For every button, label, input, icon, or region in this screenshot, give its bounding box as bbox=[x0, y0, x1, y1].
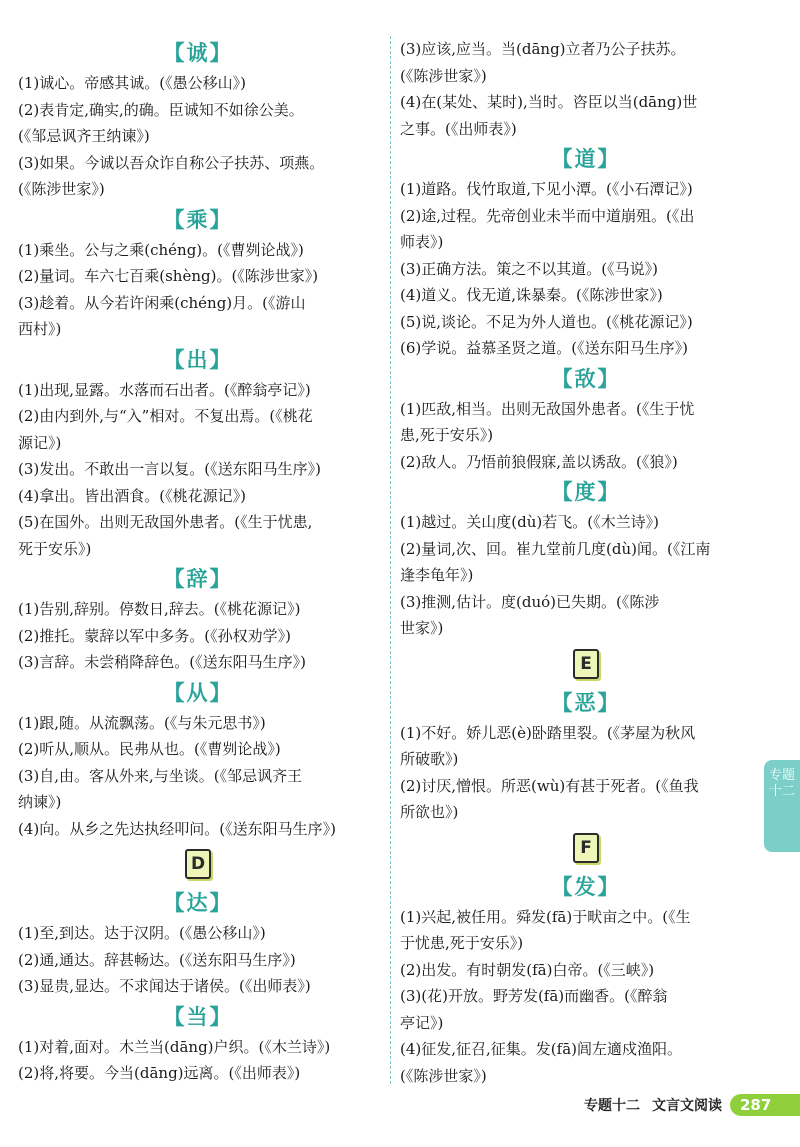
definition-line: (2)出发。有时朝发(fā)白帝。(《三峡》) bbox=[400, 960, 655, 979]
definition-line: (4)拿出。皆出酒食。(《桃花源记》) bbox=[18, 486, 246, 505]
entry-heading: 【度】 bbox=[551, 480, 621, 504]
definition-line: (2)推托。蒙辞以军中多务。(《孙权劝学》) bbox=[18, 626, 291, 645]
definition-line: (2)量词,次、回。崔九堂前几度(dù)闻。(《江南 bbox=[400, 539, 711, 558]
definition-line: (2)途,过程。先帝创业未半而中道崩殂。(《出 bbox=[400, 206, 695, 225]
definition-line: (1)匹敌,相当。出则无敌国外患者。(《生于忧 bbox=[400, 399, 695, 418]
definition-line: (3)言辞。未尝稍降辞色。(《送东阳马生序》) bbox=[18, 653, 306, 671]
definition-line: (3)如果。今诚以吾众诈自称公子扶苏、项燕。 bbox=[18, 153, 325, 172]
definition-line: (2)量词。车六七百乘(shèng)。(《陈涉世家》) bbox=[18, 267, 319, 285]
definition-line: 师表》) bbox=[400, 233, 444, 251]
definition-line: (1)兴起,被任用。舜发(fā)于畎亩之中。(《生 bbox=[400, 907, 691, 926]
definition-line: (3)应该,应当。当(dāng)立者乃公子扶苏。 bbox=[400, 40, 686, 58]
definition-line: 西村》) bbox=[18, 320, 62, 338]
definition-line: 纳谏》) bbox=[18, 793, 62, 811]
definition-line: (4)道义。伐无道,诛暴秦。(《陈涉世家》) bbox=[400, 286, 663, 304]
definition-line: (2)讨厌,憎恨。所恶(wù)有甚于死者。(《鱼我 bbox=[400, 776, 699, 795]
page-footer bbox=[584, 1091, 800, 1119]
definition-line: 死于安乐》) bbox=[18, 539, 92, 558]
definition-line: 亭记》) bbox=[400, 1013, 444, 1032]
definition-line: (3)推测,估计。度(duó)已失期。(《陈涉 bbox=[400, 592, 660, 611]
letter-marker bbox=[400, 642, 772, 686]
entry-heading: 【发】 bbox=[551, 874, 621, 899]
entry-heading: 【敌】 bbox=[551, 366, 621, 391]
right-column bbox=[400, 36, 772, 1089]
definition-line: 所欲也》) bbox=[400, 803, 459, 821]
definition-line: (2)听从,顺从。民弗从也。(《曹刿论战》) bbox=[18, 740, 281, 758]
definition-line: (《陈涉世家》) bbox=[400, 66, 487, 85]
entry-heading: 【乘】 bbox=[163, 207, 233, 232]
definition-line: (4)征发,征召,征集。发(fā)闾左適戍渔阳。 bbox=[400, 1040, 682, 1058]
entry-heading: 【从】 bbox=[163, 680, 233, 705]
column-divider bbox=[390, 36, 391, 1084]
footer-section: 专题十二 bbox=[584, 1098, 640, 1114]
definition-line: 于忧患,死于安乐》) bbox=[400, 934, 524, 952]
definition-line: (5)说,谈论。不足为外人道也。(《桃花源记》) bbox=[400, 312, 693, 331]
letter-marker bbox=[18, 842, 378, 886]
definition-line: (5)在国外。出则无敌国外患者。(《生于忧患, bbox=[18, 513, 313, 531]
footer-title: 文言文阅读 bbox=[652, 1098, 722, 1114]
definition-line: (1)越过。关山度(dù)若飞。(《木兰诗》) bbox=[400, 513, 659, 531]
definition-line: 之事。(《出师表》) bbox=[400, 119, 517, 138]
definition-line: (1)跟,随。从流飘荡。(《与朱元思书》) bbox=[18, 713, 266, 732]
definition-line: (1)乘坐。公与之乘(chéng)。(《曹刿论战》) bbox=[18, 240, 304, 259]
definition-line: (2)表肯定,确实,的确。臣诚知不如徐公美。 bbox=[18, 100, 304, 119]
page-number: 287 bbox=[730, 1094, 800, 1116]
side-chapter-tab[interactable] bbox=[764, 760, 800, 852]
entry-heading: 【辞】 bbox=[163, 567, 233, 591]
definition-line: (2)敌人。乃悟前狼假寐,盖以诱敌。(《狼》) bbox=[400, 452, 678, 471]
definition-line: (6)学说。益慕圣贤之道。(《送东阳马生序》) bbox=[400, 339, 688, 357]
definition-line: (2)将,将要。今当(dāng)远离。(《出师表》) bbox=[18, 1064, 301, 1082]
definition-line: (3)(花)开放。野芳发(fā)而幽香。(《醉翁 bbox=[400, 987, 668, 1005]
letter-marker bbox=[400, 826, 772, 870]
definition-line: 源记》) bbox=[18, 433, 62, 452]
entry-heading: 【道】 bbox=[551, 147, 621, 171]
side-tab-line-1: 专题 bbox=[768, 768, 795, 783]
definition-line: (4)向。从乡之先达执经叩问。(《送东阳马生序》) bbox=[18, 819, 336, 838]
entry-heading: 【当】 bbox=[163, 1004, 233, 1029]
letter-marker-glyph: F bbox=[573, 833, 599, 863]
definition-line: (1)告别,辞别。停数日,辞去。(《桃花源记》) bbox=[18, 600, 301, 618]
definition-line: (3)趁着。从今若许闲乘(chéng)月。(《游山 bbox=[18, 293, 306, 312]
entry-heading: 【诚】 bbox=[163, 41, 233, 65]
definition-line: (《陈涉世家》) bbox=[18, 180, 105, 198]
left-column bbox=[18, 36, 378, 1087]
entry-heading: 【达】 bbox=[163, 891, 233, 915]
definition-line: (《陈涉世家》) bbox=[400, 1066, 487, 1085]
definition-line: (1)出现,显露。水落而石出者。(《醉翁亭记》) bbox=[18, 380, 311, 399]
letter-marker-glyph: E bbox=[573, 649, 599, 679]
letter-marker-glyph: D bbox=[185, 849, 211, 879]
definition-line: (1)道路。伐竹取道,下见小潭。(《小石潭记》) bbox=[400, 180, 693, 198]
definition-line: (2)由内到外,与“入”相对。不复出焉。(《桃花 bbox=[18, 407, 313, 425]
definition-line: (3)自,由。客从外来,与坐谈。(《邹忌讽齐王 bbox=[18, 766, 303, 785]
definition-line: 患,死于安乐》) bbox=[400, 426, 494, 444]
definition-line: (1)对着,面对。木兰当(dāng)户织。(《木兰诗》) bbox=[18, 1037, 331, 1056]
definition-line: (3)发出。不敢出一言以复。(《送东阳马生序》) bbox=[18, 460, 321, 478]
definition-line: 所破歌》) bbox=[400, 750, 459, 768]
definition-line: (1)诚心。帝感其诚。(《愚公移山》) bbox=[18, 74, 246, 92]
definition-line: (3)正确方法。策之不以其道。(《马说》) bbox=[400, 259, 658, 278]
entry-heading: 【恶】 bbox=[551, 690, 621, 715]
definition-line: (1)至,到达。达于汉阴。(《愚公移山》) bbox=[18, 924, 266, 942]
entry-heading: 【出】 bbox=[163, 347, 233, 372]
definition-line: (2)通,通达。辞甚畅达。(《送东阳马生序》) bbox=[18, 950, 296, 969]
definition-line: 逢李龟年》) bbox=[400, 566, 474, 584]
definition-line: (3)显贵,显达。不求闻达于诸侯。(《出师表》) bbox=[18, 977, 311, 995]
definition-line: (《邹忌讽齐王纳谏》) bbox=[18, 127, 150, 145]
definition-line: (4)在(某处、某时),当时。咨臣以当(dāng)世 bbox=[400, 93, 698, 111]
definition-line: (1)不好。娇儿恶(è)卧踏里裂。(《茅屋为秋风 bbox=[400, 723, 696, 742]
definition-line: 世家》) bbox=[400, 619, 444, 637]
side-tab-line-2: 十二 bbox=[768, 784, 795, 799]
